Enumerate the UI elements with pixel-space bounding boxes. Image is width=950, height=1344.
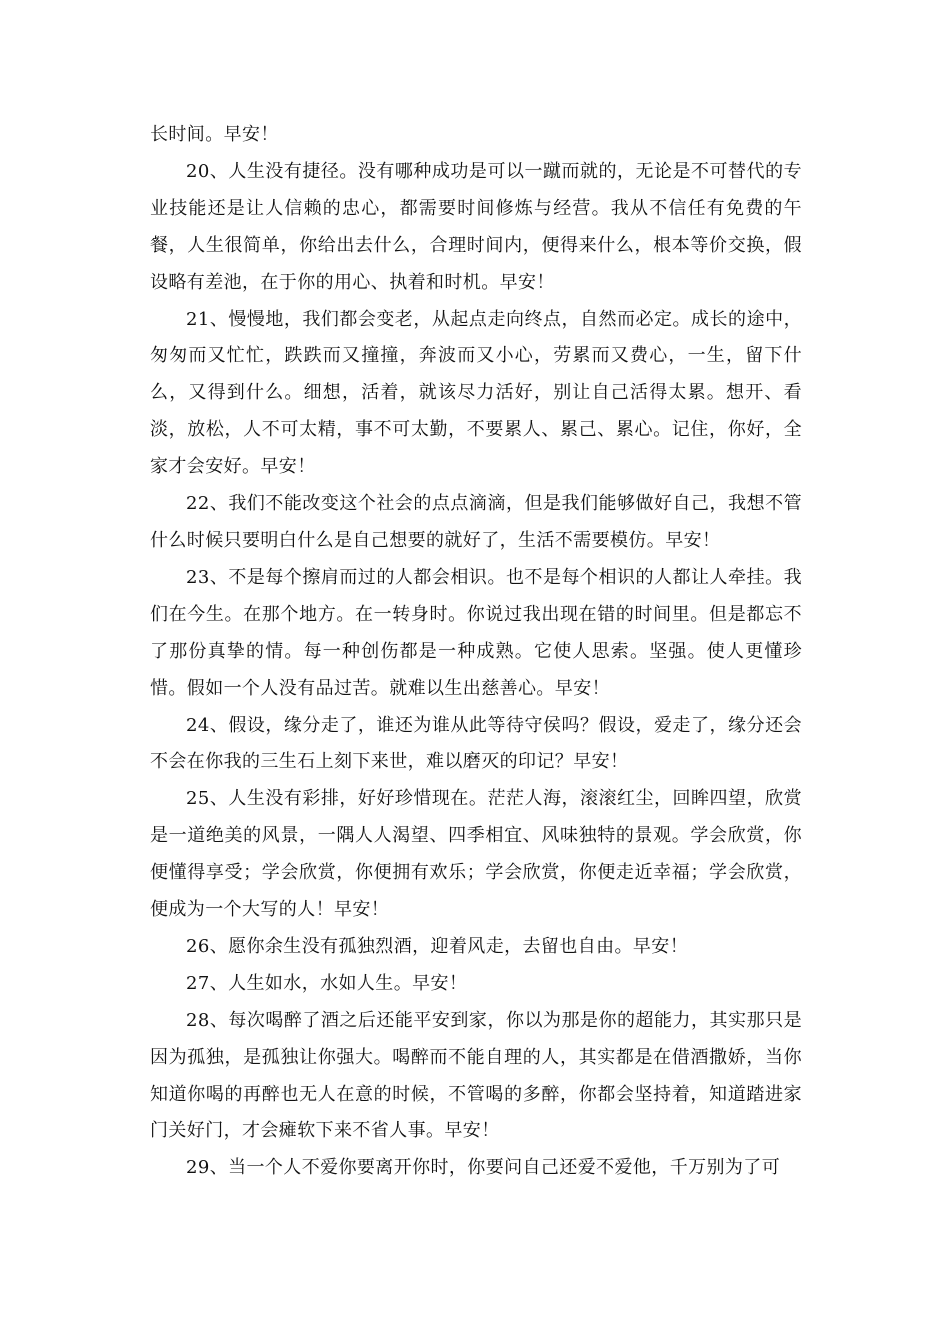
paragraph-23: 23、不是每个擦肩而过的人都会相识。也不是每个相识的人都让人牵挂。我们在今生。在那个地方。在一转身时。你说过我出现在错的时间里。但是都忘不了那份真挚的情。每一种创伤都是一种成熟。它使人思索。坚强。使人更懂珍惜。假如一个人没有品过苦。就难以生出慈善心。早安！ (150, 566, 802, 699)
paragraph-22: 22、我们不能改变这个社会的点点滴滴，但是我们能够做好自己，我想不管什么时候只要明白什么是自己想要的就好了，生活不需要模仿。早安！ (150, 493, 802, 551)
paragraph-continuation: 长时间。早安！ (150, 124, 279, 145)
paragraph-27: 27、人生如水，水如人生。早安！ (186, 972, 468, 994)
document-page (150, 117, 802, 1187)
paragraph-25: 25、人生没有彩排，好好珍惜现在。茫茫人海，滚滚红尘，回眸四望，欣赏是一道绝美的风景，一隅人人渴望、四季相宜、风味独特的景观。学会欣赏，你便懂得享受；学会欣赏，你便拥有欢乐；学会欣赏，你便走近幸福；学会欣赏，便成为一个大写的人！早安！ (150, 788, 802, 921)
paragraph-24: 24、假设，缘分走了，谁还为谁从此等待守侯吗？假设，爱走了，缘分还会不会在你我的三生石上刻下来世，难以磨灭的印记？早安！ (150, 714, 802, 773)
paragraph-28: 28、每次喝醉了酒之后还能平安到家，你以为那是你的超能力，其实那只是因为孤独，是孤独让你强大。喝醉而不能自理的人，其实都是在借酒撒娇，当你知道你喝的再醉也无人在意的时候，不管喝的多醉，你都会坚持着，知道踏进家门关好门，才会瘫软下来不省人事。早安！ (150, 1009, 802, 1142)
paragraph-21: 21、慢慢地，我们都会变老，从起点走向终点，自然而必定。成长的途中，匆匆而又忙忙，跌跌而又撞撞，奔波而又小心，劳累而又费心，一生，留下什么，又得到什么。细想，活着，就该尽力活好，别让自己活得太累。想开、看淡，放松，人不可太精，事不可太勤，不要累人、累己、累心。记住，你好，全家才会安好。早安！ (150, 308, 802, 478)
paragraph-26: 26、愿你余生没有孤独烈酒，迎着风走，去留也自由。早安！ (186, 935, 689, 957)
paragraph-20: 20、人生没有捷径。没有哪种成功是可以一蹴而就的，无论是不可替代的专业技能还是让人信赖的忠心，都需要时间修炼与经营。我从不信任有免费的午餐，人生很简单，你给出去什么，合理时间内，便得来什么，根本等价交换，假设略有差池，在于你的用心、执着和时机。早安！ (150, 160, 802, 293)
paragraph-29: 29、当一个人不爱你要离开你时，你要问自己还爱不爱他，千万别为了可 (186, 1157, 781, 1179)
